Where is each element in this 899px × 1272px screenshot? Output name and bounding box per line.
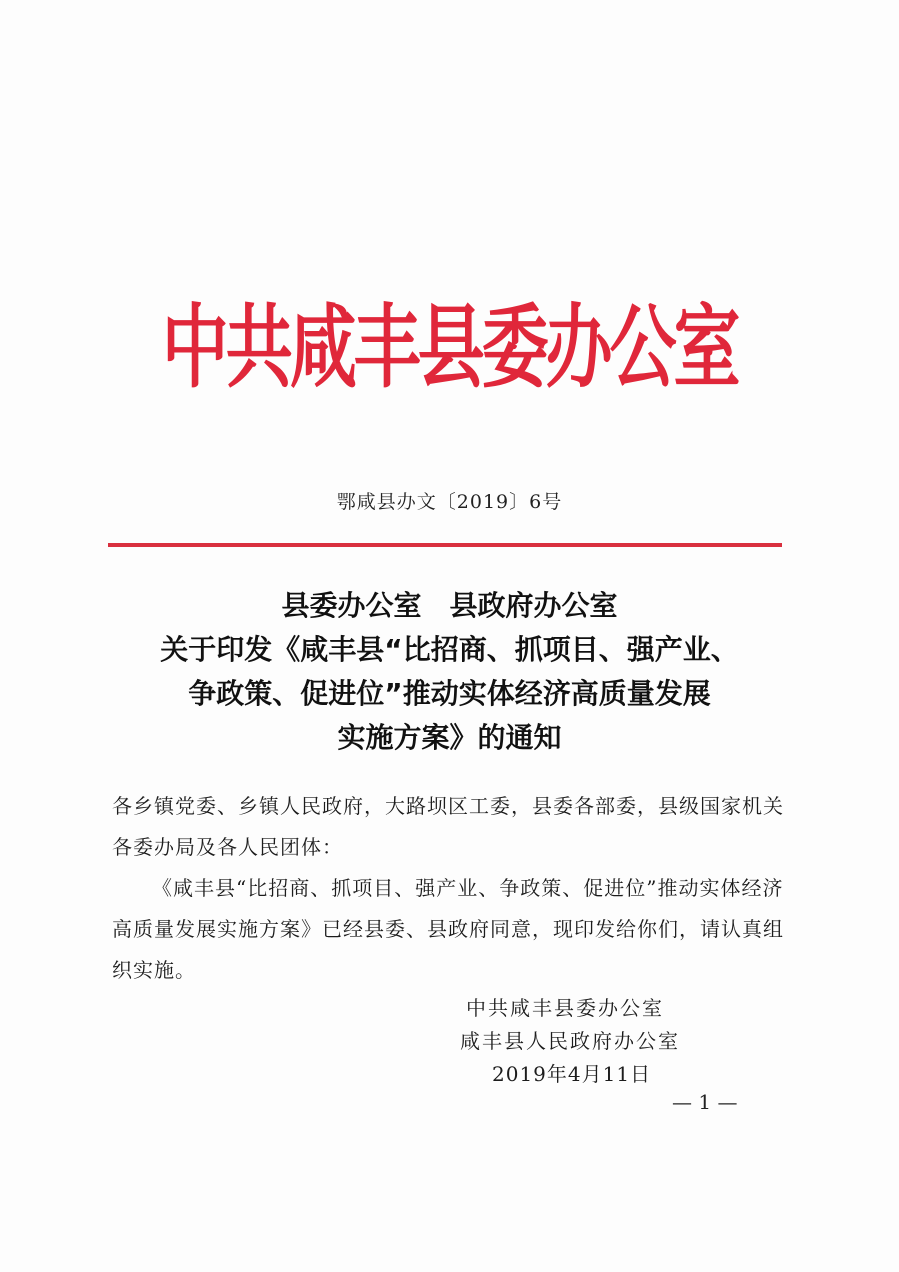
addressees-paragraph: 各乡镇党委、乡镇人民政府，大路坝区工委，县委各部委，县级国家机关各委办局及各人民团体：	[112, 794, 784, 859]
issue-date: 2019年4月11日	[492, 1062, 652, 1086]
document-number: 鄂咸县办文〔2019〕6号	[336, 491, 563, 513]
red-divider-line	[108, 543, 782, 547]
signature-block	[450, 992, 750, 1091]
title-line: 实施方案》的通知	[337, 721, 562, 754]
document-title	[40, 584, 859, 760]
page-number: — 1 —	[672, 1090, 738, 1114]
title-line: 关于印发《咸丰县“比招商、抓项目、强产业、	[160, 633, 739, 666]
title-line: 县委办公室 县政府办公室	[281, 589, 618, 622]
title-line: 争政策、促进位”推动实体经济高质量发展	[188, 677, 711, 710]
signatory-org-2: 咸丰县人民政府办公室	[460, 1029, 680, 1053]
signatory-org-1: 中共咸丰县委办公室	[466, 996, 664, 1020]
content-paragraph: 《咸丰县“比招商、抓项目、强产业、争政策、促进位”推动实体经济高质量发展实施方案》已经县委、县政府同意，现印发给你们，请认真组织实施。	[112, 876, 784, 982]
document-body	[112, 786, 792, 991]
issuer-masthead: 中共咸丰县委办公室	[161, 295, 738, 401]
